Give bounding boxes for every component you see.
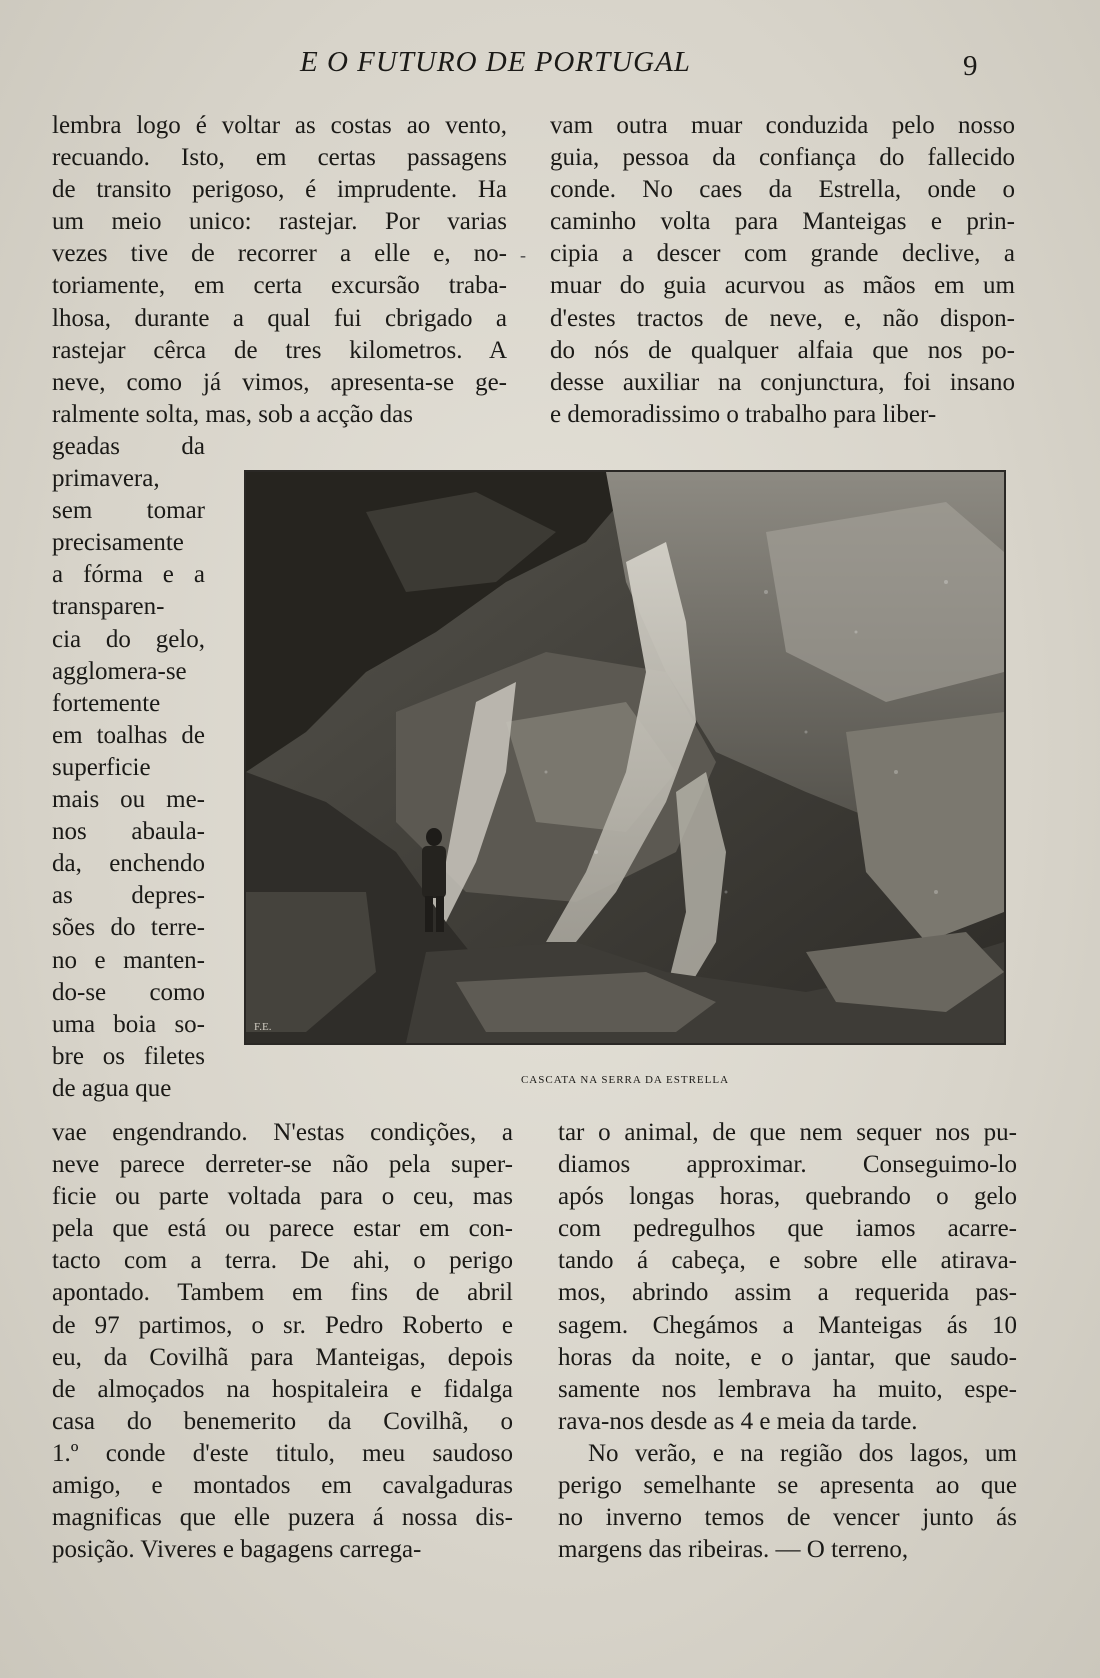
left-top-lines-line: neve, como já vimos, apresenta-se ge- (52, 368, 507, 396)
narrow-lines-line: da, enchendo (52, 850, 205, 878)
figure-caption: CASCATA NA SERRA DA ESTRELLA (520, 1074, 730, 1086)
narrow-lines-line: do-se como (52, 978, 205, 1006)
left-top-lines-line: lhosa, durante a qual fui cbrigado a (52, 304, 507, 332)
right-bottom-lines-line: no inverno temos de vencer junto ás (558, 1504, 1017, 1532)
right-bottom-lines-line: tar o animal, de que nem sequer nos pu- (558, 1119, 1017, 1146)
left-bottom-lines-line: casa do benemerito da Covilhã, o (52, 1407, 513, 1435)
narrow-lines-line: sões do terre- (52, 914, 205, 942)
right-top-lines-line: muar do guia acurvou as mãos em um (550, 272, 1015, 300)
narrow-lines-line: cia do gelo, (52, 625, 205, 653)
left-bottom-lines-line: posição. Viveres e bagagens carrega- (52, 1536, 422, 1564)
right-top-lines-line: d'estes tractos de neve, e, não dispon- (550, 304, 1015, 332)
left-top-lines-line: rastejar cêrca de tres kilometros. A (52, 336, 507, 364)
narrow-lines-line: nos abaula- (52, 818, 205, 846)
narrow-lines-line: no e manten- (52, 946, 205, 974)
narrow-lines-line: agglomera-se (52, 657, 187, 685)
left-bottom-lines-line: eu, da Covilhã para Manteigas, depois (52, 1343, 513, 1371)
right-bottom-lines-line: margens das ribeiras. — O terreno, (558, 1536, 909, 1564)
left-top-lines-line: vezes tive de recorrer a elle e, no- (52, 240, 507, 268)
left-bottom-lines-line: apontado. Tambem em fins de abril (52, 1279, 513, 1307)
narrow-lines-line: bre os filetes (52, 1042, 205, 1070)
left-top-lines-line: de transito perigoso, é imprudente. Ha (52, 176, 507, 204)
page-number: 9 (963, 50, 978, 82)
left-bottom-lines-line: vae engendrando. N'estas condições, a (52, 1119, 513, 1146)
right-bottom-lines-line: mos, abrindo assim a requerida pas- (558, 1279, 1017, 1307)
left-bottom-lines-line: ficie ou parte voltada para o ceu, mas (52, 1183, 513, 1211)
narrow-lines-line: primavera, (52, 465, 160, 493)
right-bottom-lines-line: samente nos lembrava ha muito, espe- (558, 1375, 1017, 1403)
left-bottom-lines-line: 1.º conde d'este titulo, meu saudoso (52, 1439, 513, 1467)
left-top-lines-line: um meio unico: rastejar. Por varias (52, 208, 507, 236)
left-bottom-lines-line: neve parece derreter-se não pela super- (52, 1151, 513, 1179)
right-top-lines-line: vam outra muar conduzida pelo nosso (550, 112, 1015, 139)
right-bottom-lines-line: tando á cabeça, e sobre elle atirava- (558, 1247, 1017, 1275)
right-top-lines-line: conde. No caes da Estrella, onde o (550, 176, 1015, 204)
left-column-top-text (52, 110, 507, 431)
right-top-lines-line: guia, pessoa da confiança do fallecido (550, 144, 1015, 172)
narrow-lines-line: precisamente (52, 529, 184, 557)
left-bottom-lines-line: de 97 partimos, o sr. Pedro Roberto e (52, 1311, 513, 1339)
narrow-lines-line: superficie (52, 753, 151, 781)
right-bottom-lines-line: No verão, e na região dos lagos, um (588, 1439, 1017, 1467)
right-top-lines-line: e demoradissimo o trabalho para liber- (550, 400, 937, 428)
left-bottom-lines-line: pela que está ou parece estar em con- (52, 1215, 513, 1243)
left-bottom-lines-line: tacto com a terra. De ahi, o perigo (52, 1247, 513, 1275)
narrow-lines-line: sem tomar (52, 497, 205, 525)
right-bottom-lines-line: sagem. Chegámos a Manteigas ás 10 (558, 1311, 1017, 1339)
right-top-lines-line: cipia a descer com grande declive, a (550, 240, 1015, 268)
left-column-bottom-text (52, 1117, 513, 1566)
left-bottom-lines-line: de almoçados na hospitaleira e fidalga (52, 1375, 513, 1403)
left-top-lines-line: toriamente, em certa excursão traba- (52, 272, 507, 300)
narrow-lines-line: as depres- (52, 882, 205, 910)
right-top-lines-line: caminho volta para Manteigas e prin- (550, 208, 1015, 236)
waterfall-photo-drawing (246, 472, 1004, 1043)
left-top-lines-line: lembra logo é voltar as costas ao vento, (52, 112, 507, 139)
margin-mark: - (520, 245, 526, 265)
right-bottom-lines-line: após longas horas, quebrando o gelo (558, 1183, 1017, 1211)
narrow-column-text (52, 431, 205, 1105)
narrow-lines-line: fortemente (52, 689, 161, 717)
left-top-lines-line: ralmente solta, mas, sob a acção das (52, 400, 413, 428)
right-column-top-text (550, 110, 1015, 431)
waterfall-photograph (244, 470, 1006, 1045)
photographer-monogram: F.E. (254, 1021, 272, 1033)
right-bottom-lines-line: com pedregulhos que iamos acarre- (558, 1215, 1017, 1243)
narrow-lines-line: transparen- (52, 593, 165, 621)
narrow-lines-line: geadas da (52, 433, 205, 460)
left-bottom-lines-line: magnificas que elle puzera á nossa dis- (52, 1504, 513, 1532)
narrow-lines-line: a fórma e a (52, 561, 205, 589)
right-column-bottom-text (558, 1117, 1017, 1566)
left-bottom-lines-line: amigo, e montados em cavalgaduras (52, 1472, 513, 1500)
right-bottom-lines-line: horas da noite, e o jantar, que saudo- (558, 1343, 1017, 1371)
narrow-lines-line: em toalhas de (52, 721, 205, 749)
right-bottom-lines-line: diamos approximar. Conseguimo-lo (558, 1151, 1017, 1179)
narrow-lines-line: uma boia so- (52, 1010, 205, 1038)
right-bottom-lines-line: rava-nos desde as 4 e meia da tarde. (558, 1407, 918, 1435)
right-bottom-lines-line: perigo semelhante se apresenta ao que (558, 1472, 1017, 1500)
right-top-lines-line: do nós de qualquer alfaia que nos po- (550, 336, 1015, 364)
running-title: E O FUTURO DE PORTUGAL (300, 46, 691, 78)
right-top-lines-line: desse auxiliar na conjunctura, foi insano (550, 368, 1015, 396)
page-header (0, 46, 1100, 86)
narrow-lines-line: mais ou me- (52, 786, 205, 814)
left-top-lines-line: recuando. Isto, em certas passagens (52, 144, 507, 172)
narrow-lines-line: de agua que (52, 1074, 172, 1102)
